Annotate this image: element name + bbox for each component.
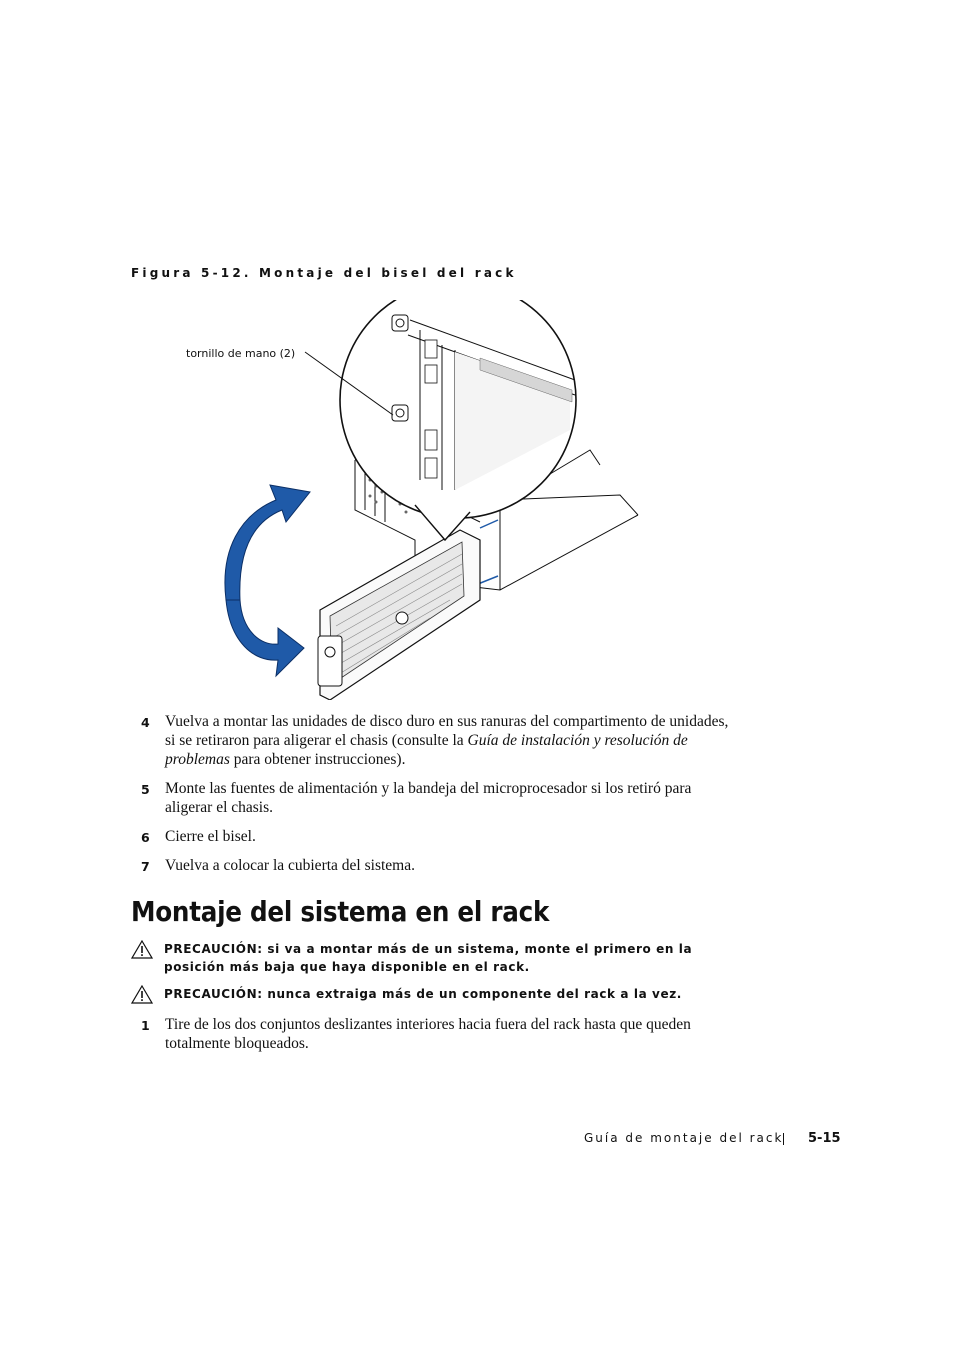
step-number: 7 [141,859,150,874]
step-number: 5 [141,782,150,797]
step-text: Tire de los dos conjuntos deslizantes interiores hacia fuera del rack hasta que queden totalmente bloqueados. [165,1016,691,1052]
rotation-arrows-icon [225,485,310,676]
rack-bezel [318,530,480,700]
section-title: Montaje del sistema en el rack [131,895,550,928]
warning-icon [131,940,153,959]
figure-caption: Figura 5-12. Montaje del bisel del rack [131,266,517,280]
caution-text: PRECAUCIÓN: nunca extraiga más de un componente del rack a la vez. [164,987,682,1001]
alignment-markers [478,520,498,584]
thumbscrew-callout-label: tornillo de mano (2) [186,347,296,360]
page-number: 5-15 [808,1131,841,1146]
rack-bezel-illustration [180,300,650,700]
step-text: Vuelva a colocar la cubierta del sistema. [165,857,415,874]
step-number: 1 [141,1018,150,1033]
step-text: Cierre el bisel. [165,828,256,845]
step-text: Vuelva a montar las unidades de disco duro en sus ranuras del compartimento de unidades, si se retiraron para aligerar el chasis (consulte la Guía de instalación y resolución de problemas para obtener instrucciones). [165,713,729,768]
caution-text: PRECAUCIÓN: si va a montar más de un sistema, monte el primero en la posición más baja que haya disponible en el rack. [164,942,693,974]
warning-icon [131,985,153,1004]
footer-title: Guía de montaje del rack [584,1131,784,1145]
step-number: 4 [141,715,150,730]
step-text: Monte las fuentes de alimentación y la bandeja del microprocesador si los retiró para aligerar el chasis. [165,780,692,816]
footer-separator [783,1133,784,1145]
step-number: 6 [141,830,150,845]
